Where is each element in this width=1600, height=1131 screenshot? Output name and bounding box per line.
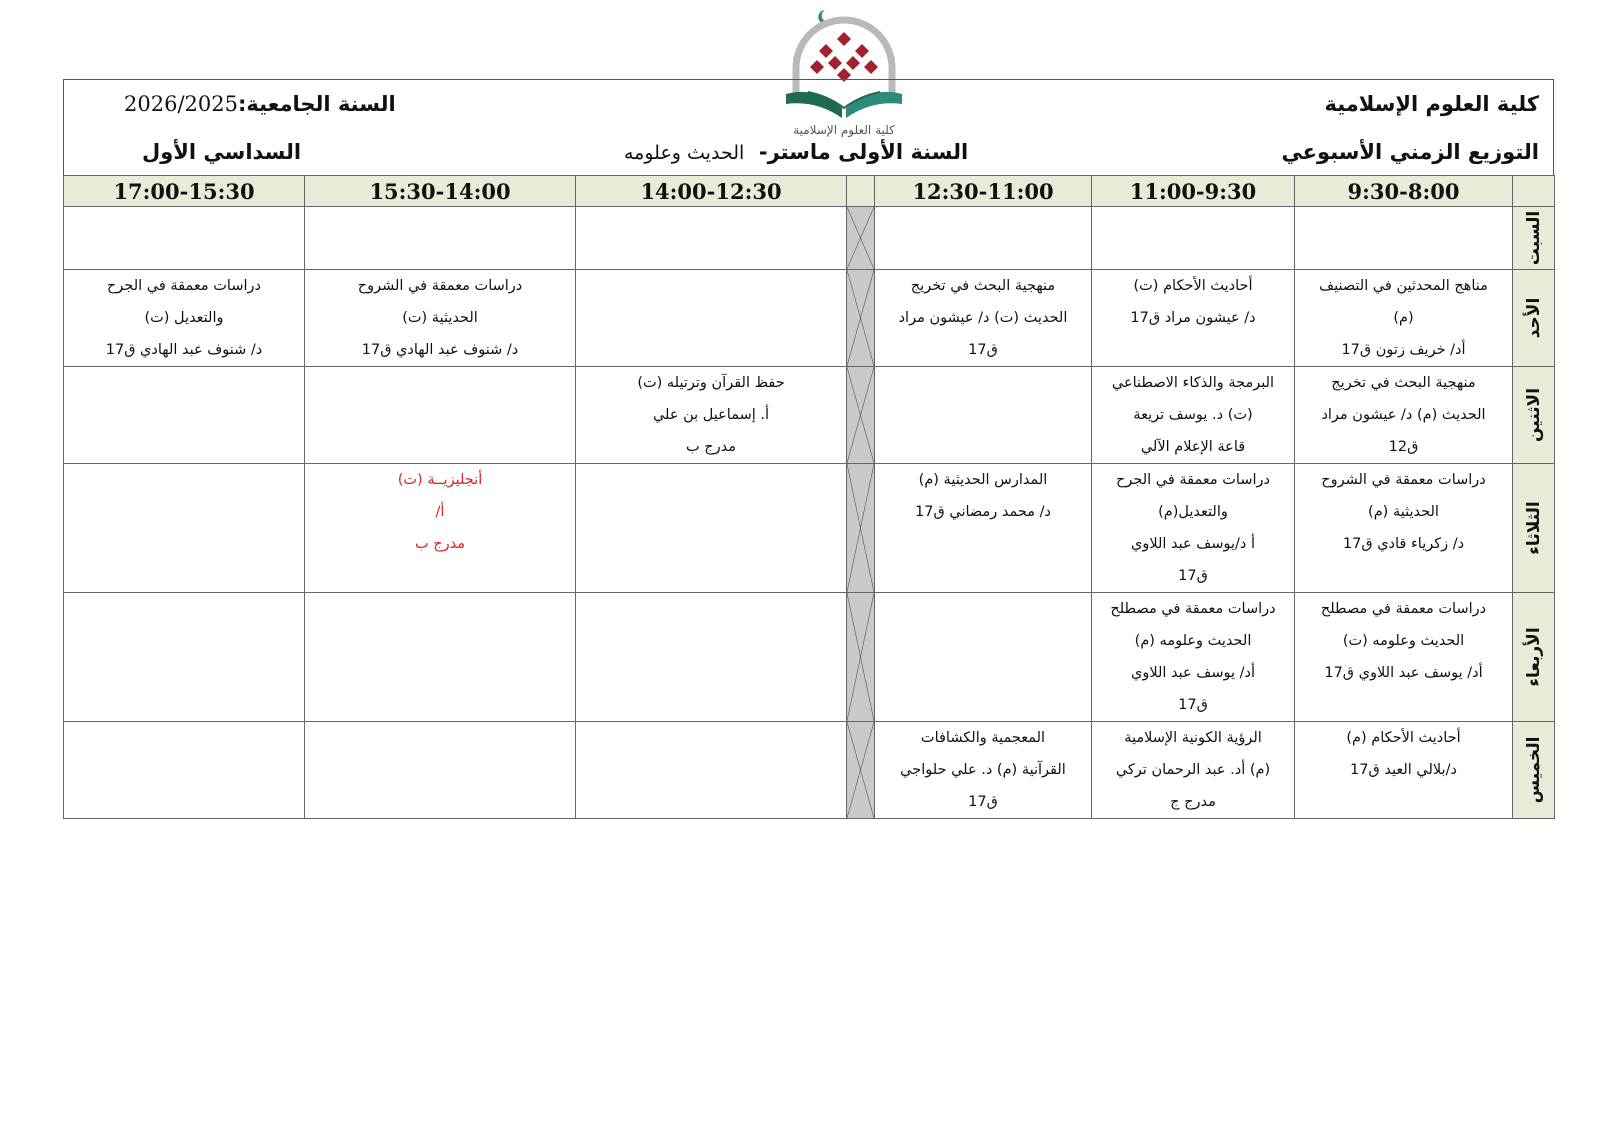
course-cell [1295, 270, 1513, 367]
ornament-icon [810, 32, 878, 82]
course-line: حفظ القرآن وترتيله (ت) [637, 375, 785, 391]
course-line: دراسات معمقة في الجرح [107, 278, 261, 294]
course-cell [305, 464, 576, 593]
course-cell [1295, 367, 1513, 464]
course-cell [64, 270, 305, 367]
day-row [64, 464, 1555, 593]
course-line: الحديث وعلومه (ت) [1342, 633, 1465, 649]
course-cell [64, 367, 305, 464]
cross-hatch-icon [847, 367, 874, 463]
day-name: الثلاثاء [1523, 501, 1544, 555]
course-line: دراسات معمقة في الشروح [357, 278, 523, 294]
academic-year-label: السنة الجامعية: [237, 92, 396, 116]
time-slot-header: 9:30-8:00 [1295, 176, 1513, 207]
course-line: المدارس الحديثية (م) [918, 472, 1048, 488]
course-line: الحديثية (ت) [402, 310, 478, 326]
day-name: الأحد [1523, 297, 1544, 339]
time-slot-header: 12:30-11:00 [875, 176, 1092, 207]
day-row [64, 207, 1555, 270]
course-line: الرؤية الكونية الإسلامية [1124, 730, 1262, 746]
day-name: السبت [1523, 210, 1544, 266]
course-line: ق17 [1178, 697, 1208, 713]
day-label-cell [1513, 207, 1555, 270]
course-cell [1092, 367, 1295, 464]
day-name: الخميس [1523, 736, 1544, 804]
course-cell [576, 270, 847, 367]
course-line: المعجمية والكشافات [920, 730, 1046, 746]
day-label-cell [1513, 464, 1555, 593]
day-label-cell [1513, 722, 1555, 819]
course-cell [875, 270, 1092, 367]
course-line: أد/ يوسف عبد اللاوي ق17 [1324, 665, 1483, 681]
lunch-break-cell [847, 207, 875, 270]
course-line: أ/ [435, 504, 445, 520]
specialty-label: الحديث وعلومه [624, 142, 745, 164]
course-cell [1092, 464, 1295, 593]
course-line: والتعديل (ت) [144, 310, 224, 326]
cross-hatch-icon [847, 722, 874, 818]
time-header-row [64, 176, 1555, 207]
course-cell [64, 722, 305, 819]
course-line: الحديث (م) د/ عيشون مراد [1321, 407, 1486, 423]
course-line: دراسات معمقة في مصطلح [1320, 601, 1487, 617]
course-cell [64, 207, 305, 270]
course-cell [875, 207, 1092, 270]
course-cell [305, 593, 576, 722]
day-name: الأربعاء [1523, 627, 1544, 687]
day-label-cell [1513, 367, 1555, 464]
course-line: أد/ خريف زتون ق17 [1341, 342, 1466, 358]
weekly-timetable [63, 175, 1555, 819]
course-line: أد/ يوسف عبد اللاوي [1131, 665, 1255, 681]
course-cell [576, 207, 847, 270]
cross-hatch-icon [847, 207, 874, 269]
course-line: د/ زكرياء قادي ق17 [1342, 536, 1465, 552]
time-slot-header: 15:30-14:00 [305, 176, 576, 207]
course-cell [1092, 722, 1295, 819]
course-line: دراسات معمقة في الشروح [1321, 472, 1486, 488]
course-cell [576, 722, 847, 819]
time-slot-header: 17:00-15:30 [64, 176, 305, 207]
course-cell [1295, 722, 1513, 819]
course-line: ق17 [968, 794, 998, 810]
lunch-break-cell [847, 270, 875, 367]
course-line: الحديث (ت) د/ عيشون مراد [898, 310, 1068, 326]
course-line: د/ شنوف عبد الهادي ق17 [105, 342, 263, 358]
day-row [64, 270, 1555, 367]
course-line: أنجليزيــة (ت) [397, 472, 483, 488]
course-line: دراسات معمقة في الجرح [1116, 472, 1270, 488]
course-line: والتعديل(م) [1158, 504, 1228, 520]
time-slot-header: 14:00-12:30 [576, 176, 847, 207]
course-line: د/بلالي العيد ق17 [1350, 762, 1457, 778]
course-line: قاعة الإعلام الآلي [1140, 439, 1246, 455]
course-line: البرمجة والذكاء الاصطناعي [1111, 375, 1275, 391]
level-label: السنة الأولى ماستر- [758, 140, 969, 164]
course-cell [875, 722, 1092, 819]
break-header [847, 176, 875, 207]
lunch-break-cell [847, 722, 875, 819]
course-cell [875, 464, 1092, 593]
course-cell [1295, 593, 1513, 722]
course-line: أ د/يوسف عبد اللاوي [1131, 536, 1255, 552]
course-line: مناهج المحدثين في التصنيف [1319, 278, 1488, 294]
day-label-cell [1513, 593, 1555, 722]
course-line: ق12 [1388, 439, 1419, 455]
course-line: د/ شنوف عبد الهادي ق17 [361, 342, 519, 358]
course-line: مدرج ب [686, 439, 736, 455]
course-line: أحاديث الأحكام (م) [1346, 730, 1461, 746]
course-cell [576, 593, 847, 722]
lunch-break-cell [847, 464, 875, 593]
course-line: منهجية البحث في تخريج [910, 278, 1056, 294]
course-cell [305, 270, 576, 367]
course-cell [1092, 593, 1295, 722]
course-line: مدرج ج [1170, 794, 1216, 810]
course-cell [1295, 464, 1513, 593]
course-cell [576, 464, 847, 593]
course-cell [875, 593, 1092, 722]
course-line: مدرج ب [415, 536, 465, 552]
course-cell [305, 367, 576, 464]
course-line: الحديث وعلومه (م) [1134, 633, 1252, 649]
course-line: أ. إسماعيل بن علي [652, 407, 770, 423]
course-line: ق17 [968, 342, 998, 358]
course-line: الحديثية (م) [1368, 504, 1439, 520]
course-cell [64, 464, 305, 593]
course-cell [1295, 207, 1513, 270]
course-line: (م) أد. عبد الرحمان تركي [1115, 762, 1271, 778]
lunch-break-cell [847, 367, 875, 464]
header-block [63, 79, 1554, 176]
cross-hatch-icon [847, 593, 874, 721]
academic-year-value: 2026/2025 [124, 92, 238, 116]
academic-year [124, 92, 396, 116]
lunch-break-cell [847, 593, 875, 722]
day-row [64, 367, 1555, 464]
course-cell [1092, 270, 1295, 367]
cross-hatch-icon [847, 464, 874, 592]
course-line: د/ محمد رمضاني ق17 [915, 504, 1051, 520]
day-name: الاثنين [1523, 387, 1544, 443]
course-line: ق17 [1178, 568, 1208, 584]
day-row [64, 722, 1555, 819]
header-corner [1513, 176, 1555, 207]
schedule-title: التوزيع الزمني الأسبوعي [1281, 140, 1539, 164]
course-cell [1092, 207, 1295, 270]
course-line: أحاديث الأحكام (ت) [1133, 278, 1253, 294]
course-cell [576, 367, 847, 464]
logo-caption: كلية العلوم الإسلامية [793, 123, 895, 137]
course-line: (ت) د. يوسف تريعة [1133, 407, 1253, 423]
cross-hatch-icon [847, 270, 874, 366]
course-line: (م) [1393, 310, 1414, 326]
course-line: القرآنية (م) د. علي حلواجي [900, 762, 1066, 778]
college-name: كلية العلوم الإسلامية [1324, 92, 1539, 116]
day-label-cell [1513, 270, 1555, 367]
course-line: دراسات معمقة في مصطلح [1110, 601, 1276, 617]
course-cell [875, 367, 1092, 464]
time-slot-header: 11:00-9:30 [1092, 176, 1295, 207]
course-cell [305, 207, 576, 270]
semester-label: السداسي الأول [142, 140, 302, 164]
course-line: منهجية البحث في تخريج [1331, 375, 1476, 391]
day-row [64, 593, 1555, 722]
level-title [624, 140, 968, 164]
course-line: د/ عيشون مراد ق17 [1130, 310, 1256, 326]
course-cell [64, 593, 305, 722]
course-cell [305, 722, 576, 819]
